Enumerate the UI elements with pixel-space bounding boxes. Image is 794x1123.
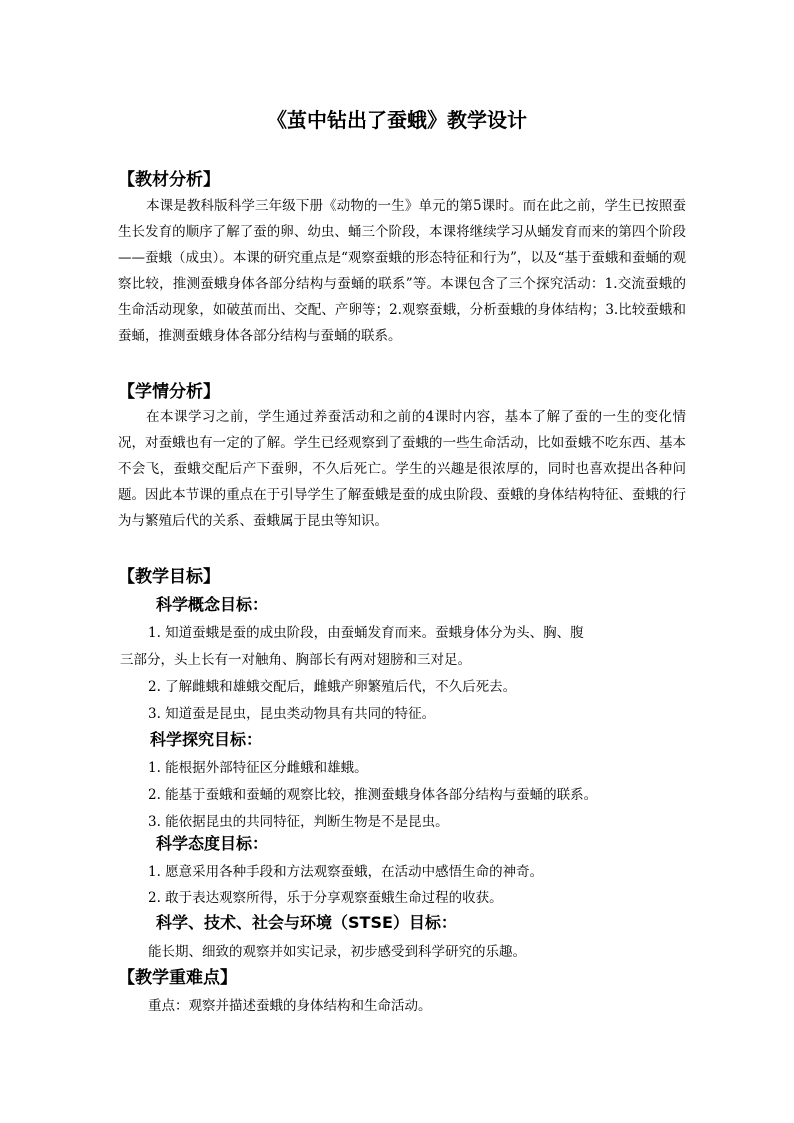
textbook-analysis-paragraph bbox=[118, 193, 686, 349]
section-heading-key-difficulties: 【教学重难点】 bbox=[118, 968, 237, 988]
stse-objective-1: 能长期、细致的观察并如实记录，初步感受到科学研究的乐趣。 bbox=[148, 944, 526, 960]
attitude-objective-1: 1. 愿意采用各种手段和方法观察蚕蛾，在活动中感悟生命的神奇。 bbox=[148, 864, 544, 880]
section-heading-learner-analysis: 【学情分析】 bbox=[118, 382, 220, 402]
concept-objective-1b: 三部分，头上长有一对触角、胸部长有两对翅膀和三对足。 bbox=[120, 652, 471, 668]
learner-analysis-paragraph bbox=[118, 404, 686, 534]
attitude-objective-2: 2. 敢于表达观察所得，乐于分享观察蚕蛾生命过程的收获。 bbox=[148, 890, 503, 906]
concept-objective-1a: 1. 知道蚕蛾是蚕的成虫阶段，由蚕蛹发育而来。蚕蛾身体分为头、胸、腹 bbox=[148, 625, 584, 641]
inquiry-objective-1: 1. 能根据外部特征区分雌蛾和雄蛾。 bbox=[148, 760, 368, 776]
subheading-stse-objectives: 科学、技术、社会与环境（STSE）目标： bbox=[156, 913, 457, 932]
learner-analysis-text: 在本课学习之前，学生通过养蚕活动和之前的4课时内容，基本了解了蚕的一生的变化情况，对蚕蛾也有一定的了解。学生已经观察到了蚕蛾的一些生命活动，比如蚕蛾不吃东西、基本不会飞，蚕蛾交配后产下蚕卵，不久后死亡。学生的兴趣是很浓厚的，同时也喜欢提出各种问题。因此本节课的重点在于引导学生了解蚕蛾是蚕的成虫阶段、蚕蛾的身体结构特征、蚕蛾的行为与繁殖后代的关系、蚕蛾属于昆虫等知识。 bbox=[118, 409, 686, 529]
subheading-concept-objectives: 科学概念目标： bbox=[156, 595, 269, 614]
section-heading-textbook-analysis: 【教材分析】 bbox=[118, 170, 220, 190]
inquiry-objective-3: 3. 能依据昆虫的共同特征，判断生物是不是昆虫。 bbox=[148, 814, 449, 830]
document-title: 《茧中钻出了蚕蛾》教学设计 bbox=[267, 108, 527, 132]
concept-objective-2: 2. 了解雌蛾和雄蛾交配后，雌蛾产卵繁殖后代，不久后死去。 bbox=[148, 679, 517, 695]
section-heading-teaching-objectives: 【教学目标】 bbox=[118, 567, 220, 587]
textbook-analysis-text: 本课是教科版科学三年级下册《动物的一生》单元的第5课时。而在此之前，学生已按照蚕生长发育的顺序了解了蚕的卵、幼虫、蛹三个阶段，本课将继续学习从蛹发育而来的第四个阶段——蚕蛾（成虫）。本课的研究重点是“观察蚕蛾的形态特征和行为”，以及“基于蚕蛾和蚕蛹的观察比较，推测蚕蛾身体各部分结构与蚕蛹的联系”等。本课包含了三个探究活动：1.交流蚕蛾的生命活动现象，如破茧而出、交配、产卵等；2.观察蚕蛾，分析蚕蛾的身体结构；3.比较蚕蛾和蚕蛹，推测蚕蛾身体各部分结构与蚕蛹的联系。 bbox=[118, 198, 686, 344]
key-point-1: 重点：观察并描述蚕蛾的身体结构和生命活动。 bbox=[148, 998, 432, 1014]
concept-objective-3: 3. 知道蚕是昆虫，昆虫类动物具有共同的特征。 bbox=[148, 706, 436, 722]
subheading-inquiry-objectives: 科学探究目标： bbox=[150, 730, 263, 749]
inquiry-objective-2: 2. 能基于蚕蛾和蚕蛹的观察比较，推测蚕蛾身体各部分结构与蚕蛹的联系。 bbox=[148, 787, 598, 803]
subheading-attitude-objectives: 科学态度目标： bbox=[156, 834, 269, 853]
